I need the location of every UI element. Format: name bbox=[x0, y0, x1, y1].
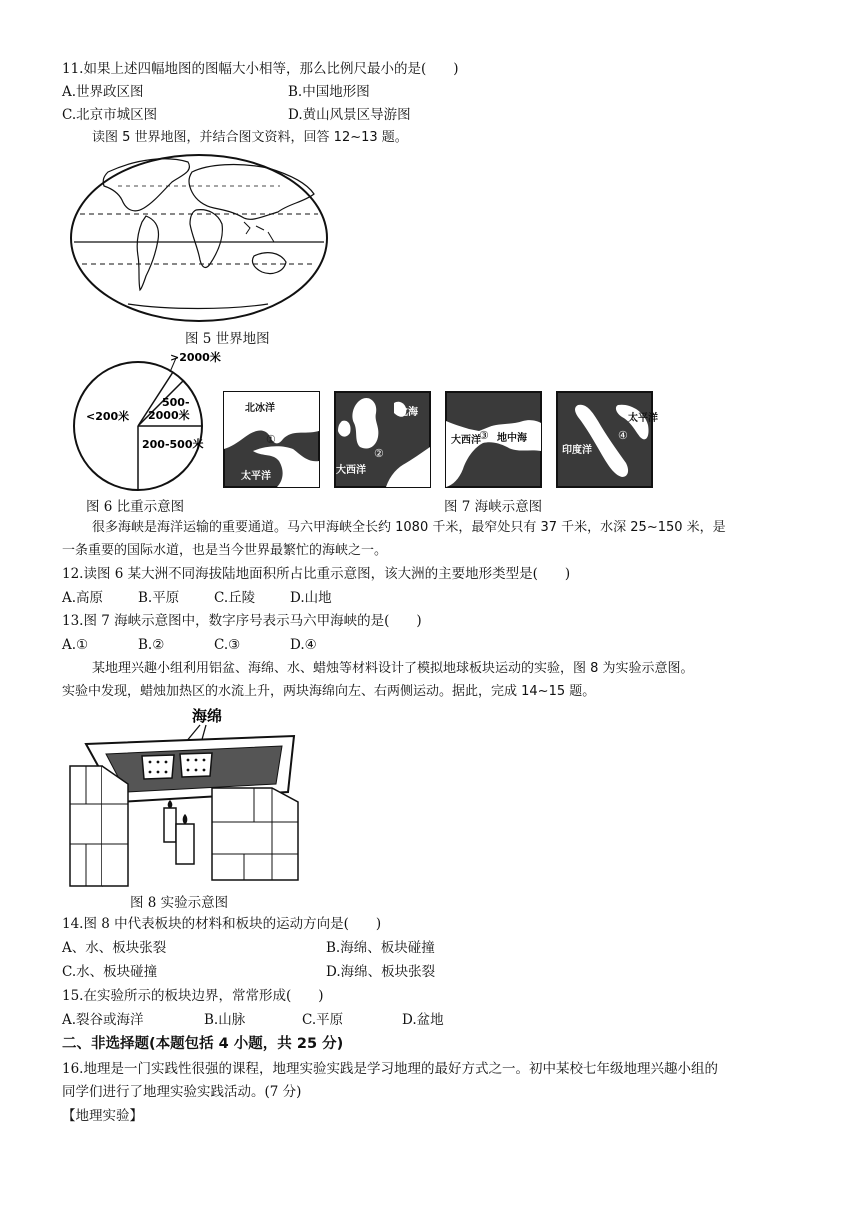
q11-option-c: C.北京市城区图 bbox=[62, 107, 158, 123]
q13-option-d: D.④ bbox=[290, 637, 317, 653]
fig6-label-2000: 2000米 bbox=[148, 409, 190, 422]
strait3-label-right: 地中海 bbox=[497, 433, 527, 444]
q11-option-d: D.黄山风景区导游图 bbox=[288, 107, 411, 123]
strait1-label-bottom: 太平洋 bbox=[241, 471, 271, 482]
fig6-label-200-500: 200-500米 bbox=[142, 438, 204, 451]
q15-option-a: A.裂谷或海洋 bbox=[62, 1012, 144, 1028]
proportion-pie-chart bbox=[62, 348, 222, 496]
strait-panel-1 bbox=[223, 391, 320, 488]
q13-option-c: C.③ bbox=[214, 637, 241, 653]
fig6-label-under200: <200米 bbox=[86, 410, 130, 423]
section-two-heading: 二、非选择题(本题包括 4 小题，共 25 分) bbox=[62, 1036, 344, 1052]
q14-stem: 14.图 8 中代表板块的材料和板块的运动方向是( ) bbox=[62, 916, 382, 932]
q16-subheading: 【地理实验】 bbox=[62, 1108, 143, 1124]
q15-option-b: B.山脉 bbox=[204, 1012, 246, 1028]
q13-option-a: A.① bbox=[62, 637, 89, 653]
q12-option-d: D.山地 bbox=[290, 590, 332, 606]
world-map-figure bbox=[68, 152, 330, 324]
q14-option-a: A、水、板块张裂 bbox=[62, 940, 167, 956]
q15-option-c: C.平原 bbox=[302, 1012, 344, 1028]
q12-stem: 12.读图 6 某大洲不同海拔陆地面积所占比重示意图，该大洲的主要地形类型是( ) bbox=[62, 566, 571, 582]
q11-option-b: B.中国地形图 bbox=[288, 84, 370, 100]
q15-option-d: D.盆地 bbox=[402, 1012, 444, 1028]
strait1-num: ① bbox=[266, 433, 276, 446]
q14-option-b: B.海绵、板块碰撞 bbox=[326, 940, 435, 956]
fig6-caption: 图 6 比重示意图 bbox=[86, 499, 185, 515]
strait2-label-top: 北海 bbox=[398, 407, 418, 418]
q11-stem: 11.如果上述四幅地图的图幅大小相等，那么比例尺最小的是( ) bbox=[62, 61, 459, 77]
strait3-num: ③ bbox=[479, 429, 489, 442]
q12-option-c: C.丘陵 bbox=[214, 590, 256, 606]
fig5-caption: 图 5 世界地图 bbox=[185, 331, 270, 347]
q14-option-c: C.水、板块碰撞 bbox=[62, 964, 158, 980]
intro-12-13: 读图 5 世界地图，并结合图文资料，回答 12~13 题。 bbox=[92, 130, 408, 145]
q15-stem: 15.在实验所示的板块边界，常常形成( ) bbox=[62, 988, 324, 1004]
strait-panel-4 bbox=[556, 391, 658, 488]
strait4-label-right: 太平洋 bbox=[628, 413, 658, 424]
q14-option-d: D.海绵、板块张裂 bbox=[326, 964, 436, 980]
strait4-num: ④ bbox=[618, 429, 628, 442]
strait2-num: ② bbox=[374, 447, 384, 460]
experiment-paragraph-line2: 实验中发现，蜡烛加热区的水流上升，两块海绵向左、右两侧运动。据此，完成 14~15 题。 bbox=[62, 684, 596, 699]
strait2-label-bottom: 大西洋 bbox=[336, 465, 366, 476]
malacca-paragraph-line1: 很多海峡是海洋运输的重要通道。马六甲海峡全长约 1080 千米，最窄处只有 37 千米，水深 25~150 米，是 bbox=[92, 520, 726, 535]
strait3-label-left: 大西洋 bbox=[451, 435, 481, 446]
q13-stem: 13.图 7 海峡示意图中，数字序号表示马六甲海峡的是( ) bbox=[62, 613, 422, 629]
fig7-caption: 图 7 海峡示意图 bbox=[444, 499, 543, 515]
q13-option-b: B.② bbox=[138, 637, 165, 653]
strait4-label-left: 印度洋 bbox=[562, 445, 592, 456]
strait-panel-3 bbox=[445, 391, 542, 488]
q16-line1: 16.地理是一门实践性很强的课程，地理实验实践是学习地理的最好方式之一。初中某校七年级地理兴趣小组的 bbox=[62, 1061, 718, 1077]
malacca-paragraph-line2: 一条重要的国际水道，也是当今世界最繁忙的海峡之一。 bbox=[62, 543, 388, 558]
fig8-label-sponge: 海绵 bbox=[192, 707, 223, 725]
strait-panel-2 bbox=[334, 391, 431, 488]
q12-option-b: B.平原 bbox=[138, 590, 180, 606]
strait1-label-top: 北冰洋 bbox=[245, 403, 275, 414]
q11-option-a: A.世界政区图 bbox=[62, 84, 144, 100]
plate-experiment-figure bbox=[62, 704, 302, 888]
q16-line2: 同学们进行了地理实验实践活动。(7 分) bbox=[62, 1084, 302, 1100]
fig6-label-over2000: >2000米 bbox=[170, 351, 221, 364]
experiment-paragraph-line1: 某地理兴趣小组利用铝盆、海绵、水、蜡烛等材料设计了模拟地球板块运动的实验，图 8 为实验示意图。 bbox=[92, 661, 694, 676]
q12-option-a: A.高原 bbox=[62, 590, 104, 606]
fig8-caption: 图 8 实验示意图 bbox=[130, 895, 229, 911]
fig6-label-500: 500- bbox=[162, 396, 190, 409]
